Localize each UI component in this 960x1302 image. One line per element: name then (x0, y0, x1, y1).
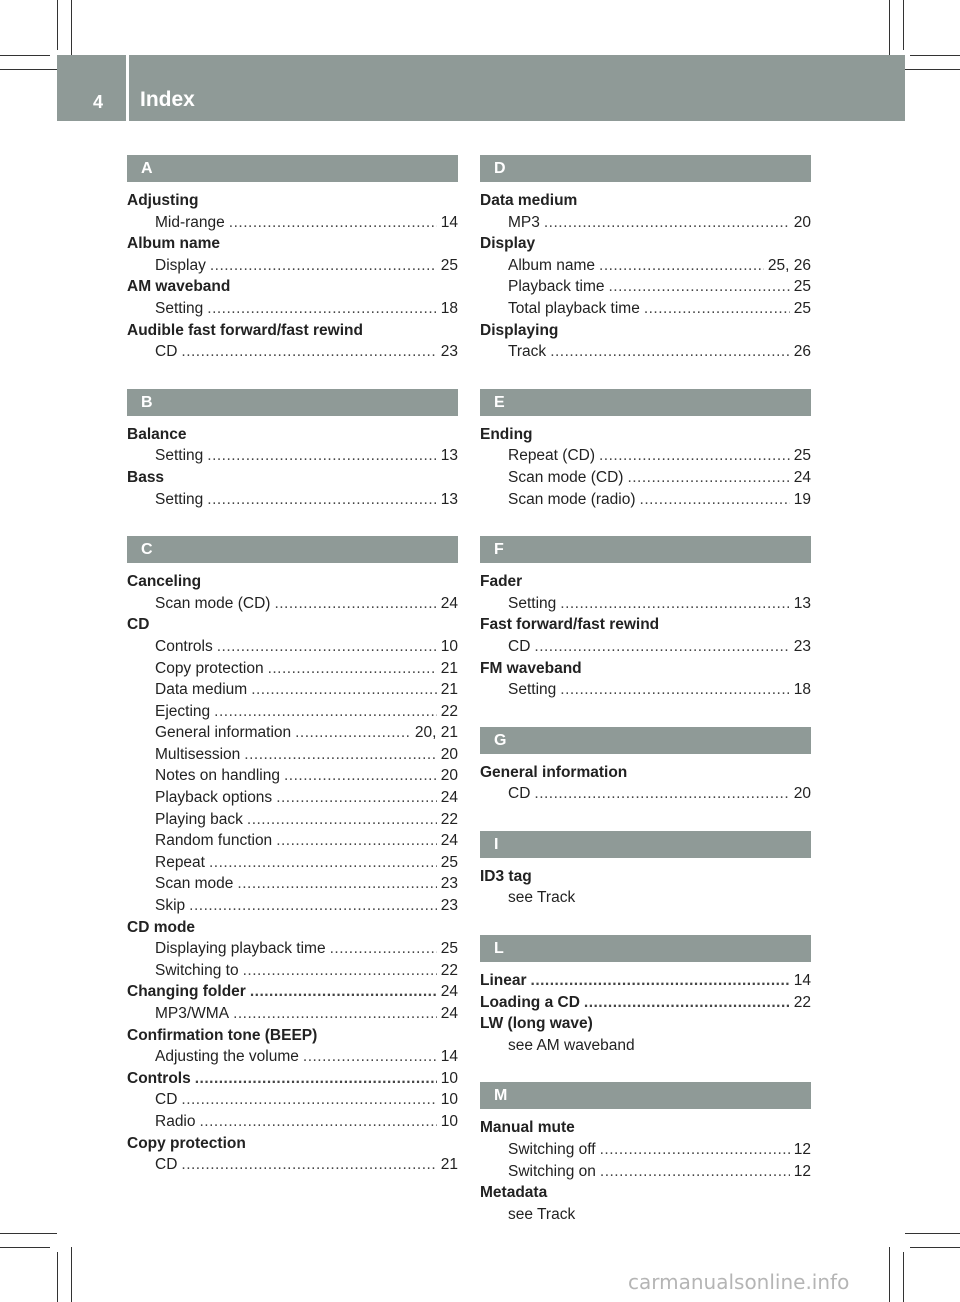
dot-leader (584, 992, 790, 1014)
entry-label: ID3 tag (480, 867, 532, 885)
section-letter-header: M (480, 1082, 811, 1109)
index-subentry[interactable] (127, 938, 458, 960)
entry-label: Controls (155, 637, 213, 655)
entry-label: Ending (480, 425, 533, 443)
index-entry (127, 190, 458, 212)
entry-label: CD (508, 637, 531, 655)
index-subentry[interactable] (127, 1111, 458, 1133)
dot-leader (237, 873, 436, 895)
index-subentry[interactable] (480, 489, 811, 511)
entry-page-number: 20 (440, 767, 458, 785)
entry-label: Multisession (155, 745, 241, 763)
entry-label: Adjusting (127, 192, 199, 209)
entry-label: Ejecting (155, 702, 211, 720)
dot-leader (229, 212, 437, 234)
dot-leader (276, 830, 437, 852)
crop-mark (905, 69, 960, 70)
crop-mark (910, 55, 960, 56)
entry-label: Fader (480, 573, 523, 591)
index-subentry[interactable] (127, 809, 458, 831)
index-subentry[interactable] (127, 658, 458, 680)
section-letter-header: C (127, 536, 458, 563)
entry-page-number: 24 (440, 983, 458, 1001)
crop-mark (903, 0, 904, 50)
index-subentry[interactable] (480, 783, 811, 805)
entry-page-number: 10 (440, 1112, 458, 1130)
entry-label: CD (155, 1091, 178, 1109)
index-entry (480, 1117, 811, 1139)
dot-leader (217, 636, 437, 658)
section-letter-header: F (480, 536, 811, 563)
index-subentry[interactable] (127, 960, 458, 982)
dot-leader (284, 765, 437, 787)
index-entry (127, 276, 458, 298)
entry-page-number: 23 (440, 897, 458, 915)
dot-leader (250, 981, 437, 1003)
index-entry (480, 1013, 811, 1035)
entry-page-number: 21 (440, 1156, 458, 1174)
index-entry (127, 320, 458, 342)
entry-label: Adjusting the volume (155, 1048, 299, 1066)
entry-page-number: 22 (440, 961, 458, 979)
index-subentry[interactable] (127, 765, 458, 787)
entry-label: Display (155, 256, 206, 274)
entry-page-number: 20 (440, 745, 458, 763)
index-subentry[interactable] (480, 276, 811, 298)
entry-page-number: 24 (440, 594, 458, 612)
dot-leader (195, 1068, 437, 1090)
index-section-l (480, 935, 811, 1056)
entry-label: General information (480, 763, 628, 781)
crop-mark (71, 1247, 72, 1302)
dot-leader (534, 783, 789, 805)
watermark: carmanualsonline.info (628, 1270, 850, 1294)
index-subentry[interactable] (127, 830, 458, 852)
index-entry (480, 424, 811, 446)
entry-label: Setting (508, 594, 557, 612)
entry-page-number: 14 (440, 1048, 458, 1066)
entry-label: Notes on handling (155, 767, 280, 785)
entry-label: Repeat (CD) (508, 447, 595, 465)
index-subentry[interactable] (127, 212, 458, 234)
dot-leader (599, 255, 764, 277)
dot-leader (640, 489, 790, 511)
index-subentry[interactable] (127, 895, 458, 917)
index-section-d (480, 155, 811, 363)
index-subentry (480, 1204, 811, 1226)
index-subentry[interactable] (127, 1046, 458, 1068)
dot-leader (244, 744, 436, 766)
index-subentry[interactable] (127, 255, 458, 277)
index-section-i (480, 831, 811, 909)
index-section-a (127, 155, 458, 363)
entry-label: Setting (508, 681, 557, 699)
index-subentry[interactable] (127, 679, 458, 701)
dot-leader (599, 445, 790, 467)
entry-label: Switching off (508, 1141, 596, 1159)
crop-mark (71, 0, 72, 55)
index-subentry[interactable] (480, 1161, 811, 1183)
index-subentry[interactable] (127, 787, 458, 809)
entry-label: Copy protection (155, 659, 264, 677)
entry-label: Skip (155, 897, 186, 915)
dot-leader (181, 1154, 436, 1176)
index-subentry[interactable] (127, 445, 458, 467)
entry-page-number: 23 (793, 637, 811, 655)
entry-label: Scan mode (155, 875, 234, 893)
crop-mark (0, 55, 50, 56)
entry-page-number: 25 (440, 853, 458, 871)
index-entry (127, 424, 458, 446)
section-letter-header: A (127, 155, 458, 182)
entry-label: Manual mute (480, 1119, 575, 1137)
dot-leader (247, 809, 437, 831)
dot-leader (560, 593, 789, 615)
dot-leader (627, 467, 789, 489)
index-subentry[interactable] (127, 722, 458, 744)
dot-leader (209, 852, 437, 874)
entry-page-number: 22 (793, 993, 811, 1011)
index-entry (127, 614, 458, 636)
entry-page-number: 25 (440, 256, 458, 274)
index-entry (127, 467, 458, 489)
page-number: 4 (93, 92, 104, 112)
dot-leader (274, 593, 436, 615)
entry-page-number: 25 (793, 447, 811, 465)
entry-page-number: 20 (793, 785, 811, 803)
entry-label: Scan mode (radio) (508, 490, 636, 508)
entry-page-number: 10 (440, 1091, 458, 1109)
entry-page-number: 24 (440, 1005, 458, 1022)
entry-page-number: 19 (793, 490, 811, 508)
entry-page-number: 10 (440, 1069, 458, 1087)
entry-label: General information (155, 724, 292, 742)
entry-label: Displaying (480, 321, 559, 339)
index-entry[interactable] (480, 970, 811, 992)
index-subentry (480, 887, 811, 909)
index-subentry[interactable] (127, 341, 458, 363)
entry-label: Switching to (155, 961, 239, 979)
index-entry (127, 233, 458, 255)
entry-label: FM waveband (480, 659, 582, 677)
dot-leader (303, 1046, 437, 1068)
entry-label: MP3/WMA (155, 1005, 230, 1022)
dot-leader (207, 298, 436, 320)
entry-page-number: 25 (793, 299, 811, 317)
index-entry (480, 571, 811, 593)
crop-mark (903, 1252, 904, 1302)
index-subentry[interactable] (480, 593, 811, 615)
entry-label: Displaying playback time (155, 940, 326, 958)
entry-page-number: 23 (440, 343, 458, 361)
index-section-g (480, 727, 811, 805)
dot-leader (181, 341, 436, 363)
entry-label: CD (155, 1156, 178, 1174)
dot-leader (181, 1089, 436, 1111)
index-section-f (480, 536, 811, 701)
entry-page-number: 14 (440, 213, 458, 231)
section-letter-header: E (480, 389, 811, 416)
dot-leader (600, 1161, 790, 1183)
entry-label: Data medium (480, 192, 578, 209)
entry-page-number: 24 (440, 789, 458, 807)
index-subentry[interactable] (127, 1003, 458, 1025)
index-subentry[interactable] (127, 701, 458, 723)
index-entry (480, 1182, 811, 1204)
index-entry (480, 233, 811, 255)
entry-page-number: 22 (440, 702, 458, 720)
entry-label: Album name (127, 235, 221, 253)
page-title: Index (140, 88, 195, 111)
entry-page-number: 24 (440, 832, 458, 850)
index-subentry[interactable] (127, 1089, 458, 1111)
dot-leader (330, 938, 437, 960)
entry-page-number: 26 (793, 343, 811, 361)
dot-leader (268, 658, 437, 680)
index-entry (480, 190, 811, 212)
entry-page-number: 18 (793, 681, 811, 699)
dot-leader (207, 445, 436, 467)
index-entry[interactable] (480, 992, 811, 1014)
crop-mark (905, 1233, 960, 1234)
index-subentry[interactable] (127, 489, 458, 511)
entry-page-number: 10 (440, 637, 458, 655)
entry-label: Canceling (127, 573, 202, 591)
index-subentry[interactable] (127, 636, 458, 658)
entry-label: MP3 (508, 213, 540, 231)
entry-label: Copy protection (127, 1134, 246, 1152)
header-separator (126, 55, 129, 121)
entry-page-number: 23 (440, 875, 458, 893)
entry-label: Fast forward/fast rewind (480, 616, 660, 634)
section-letter-header: L (480, 935, 811, 962)
dot-leader (207, 489, 436, 511)
dot-leader (233, 1003, 437, 1025)
entry-page-number: 12 (793, 1162, 811, 1180)
entry-page-number: 13 (440, 490, 458, 508)
section-letter-header: D (480, 155, 811, 182)
dot-leader (210, 255, 437, 277)
index-entry (480, 614, 811, 636)
index-subentry[interactable] (127, 1154, 458, 1176)
crop-mark (0, 1233, 57, 1234)
entry-label: Linear (480, 972, 527, 990)
entry-label: CD mode (127, 918, 196, 936)
index-entry (480, 658, 811, 680)
index-subentry[interactable] (480, 341, 811, 363)
entry-page-number: 18 (440, 299, 458, 317)
entry-label: Setting (155, 447, 204, 465)
index-column-right (480, 155, 811, 1225)
crop-mark (0, 1247, 50, 1248)
index-subentry[interactable] (480, 212, 811, 234)
section-letter-header: B (127, 389, 458, 416)
entry-label: Display (480, 235, 536, 253)
dot-leader (608, 276, 789, 298)
entry-label: Total playback time (508, 299, 640, 317)
index-subentry[interactable] (480, 1139, 811, 1161)
dot-leader (600, 1139, 790, 1161)
entry-label: Playback options (155, 789, 273, 807)
entry-label: Playing back (155, 810, 243, 828)
index-subentry[interactable] (127, 852, 458, 874)
dot-leader (644, 298, 790, 320)
index-subentry[interactable] (480, 636, 811, 658)
entry-page-number: 12 (793, 1141, 811, 1159)
index-subentry (480, 1035, 811, 1057)
entry-label: Scan mode (CD) (508, 468, 624, 486)
index-subentry[interactable] (127, 298, 458, 320)
entry-label: Bass (127, 468, 165, 486)
index-subentry[interactable] (127, 744, 458, 766)
index-entry (127, 571, 458, 593)
crop-mark (57, 1252, 58, 1302)
entry-page-number: 20 (793, 213, 811, 231)
dot-leader (251, 679, 437, 701)
entry-page-number: 25 (440, 940, 458, 958)
entry-label: Confirmation tone (BEEP) (127, 1026, 318, 1044)
section-letter-header: I (480, 831, 811, 858)
dot-leader (295, 722, 411, 744)
index-subentry[interactable] (127, 593, 458, 615)
index-entry (127, 1133, 458, 1155)
section-letter-header: G (480, 727, 811, 754)
index-subentry[interactable] (480, 445, 811, 467)
index-section-e (480, 389, 811, 510)
entry-page-number: 25, 26 (767, 256, 811, 274)
crop-mark (889, 1247, 890, 1302)
entry-label: Changing folder (127, 983, 246, 1001)
dot-leader (550, 341, 790, 363)
dot-leader (560, 679, 789, 701)
index-entry (127, 917, 458, 939)
entry-label: Radio (155, 1112, 196, 1130)
entry-label: Data medium (155, 681, 248, 699)
entry-page-number: 22 (440, 810, 458, 828)
entry-page-number: 14 (793, 972, 811, 990)
entry-page-number: 13 (440, 447, 458, 465)
dot-leader (214, 701, 437, 723)
entry-page-number: 20, 21 (414, 724, 458, 742)
entry-label: Setting (155, 490, 204, 508)
index-entry (127, 1025, 458, 1047)
entry-label: Balance (127, 425, 187, 443)
dot-leader (531, 970, 790, 992)
entry-label: AM waveband (127, 278, 231, 296)
index-subentry[interactable] (127, 873, 458, 895)
entry-page-number: 25 (793, 278, 811, 296)
entry-page-number: 13 (793, 594, 811, 612)
index-column-left (127, 155, 458, 1176)
entry-label: Album name (508, 256, 596, 274)
entry-label: Loading a CD (480, 993, 580, 1011)
index-entry (480, 762, 811, 784)
dot-leader (544, 212, 790, 234)
dot-leader (200, 1111, 437, 1133)
entry-label: CD (155, 343, 178, 361)
dot-leader (276, 787, 437, 809)
entry-label: Playback time (508, 278, 605, 296)
entry-label: CD (127, 616, 150, 634)
entry-label: Audible fast forward/fast rewind (127, 321, 363, 339)
crop-mark (57, 0, 58, 50)
entry-label: Mid-range (155, 213, 225, 231)
index-section-b (127, 389, 458, 510)
entry-label: see AM waveband (508, 1036, 635, 1054)
entry-label: LW (long wave) (480, 1015, 593, 1033)
index-subentry[interactable] (480, 298, 811, 320)
entry-label: see Track (508, 889, 576, 907)
entry-label: Repeat (155, 853, 205, 871)
entry-label: Metadata (480, 1184, 548, 1202)
index-entry (480, 866, 811, 888)
dot-leader (534, 636, 789, 658)
index-section-c (127, 536, 458, 1176)
index-entry[interactable] (127, 1068, 458, 1090)
entry-label: Scan mode (CD) (155, 594, 271, 612)
index-section-m (480, 1082, 811, 1225)
dot-leader (243, 960, 437, 982)
index-entry (480, 320, 811, 342)
entry-label: Random function (155, 832, 273, 850)
index-entry[interactable] (127, 981, 458, 1003)
index-subentry[interactable] (480, 255, 811, 277)
index-subentry[interactable] (480, 679, 811, 701)
entry-label: CD (508, 785, 531, 803)
entry-page-number: 21 (440, 681, 458, 699)
crop-mark (0, 69, 57, 70)
crop-mark (910, 1247, 960, 1248)
index-subentry[interactable] (480, 467, 811, 489)
entry-page-number: 24 (793, 468, 811, 486)
entry-label: Setting (155, 299, 204, 317)
entry-page-number: 21 (440, 659, 458, 677)
entry-label: Controls (127, 1069, 191, 1087)
crop-mark (889, 0, 890, 55)
entry-label: Switching on (508, 1162, 596, 1180)
dot-leader (189, 895, 437, 917)
entry-label: Track (508, 343, 547, 361)
entry-label: see Track (508, 1205, 576, 1223)
